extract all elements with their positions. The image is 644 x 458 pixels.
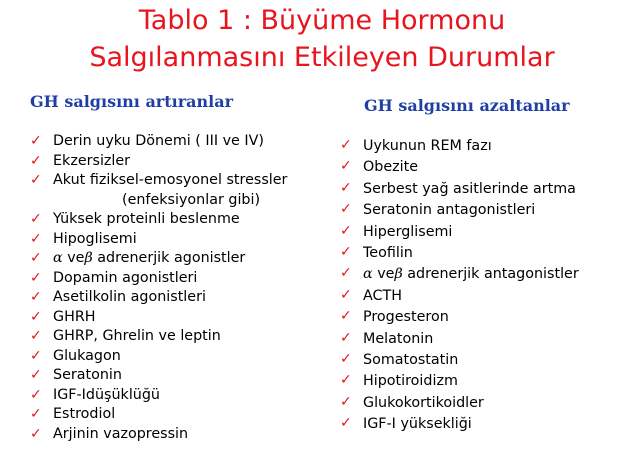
list-item [340,179,579,200]
list-item-label: Uykunun REM fazı [363,138,492,154]
list-item-label: Obezite [363,159,419,176]
checkmark-icon: ✓ [340,243,352,260]
checkmark-icon: ✓ [30,230,42,247]
checkmark-icon: ✓ [30,152,42,169]
list-item-label: ACTH [363,287,402,304]
checkmark-icon: ✓ [30,425,42,442]
list-item-label: Estrodiol [53,406,116,422]
list-item [340,136,579,157]
beta-symbol: β [394,266,403,283]
increasing-factors-list [30,132,287,444]
list-item [340,371,579,392]
checkmark-icon: ✓ [340,158,352,175]
list-item-label: Melatonin [363,330,434,347]
list-item-label: adrenerjik agonistler [97,250,246,266]
list-item-label: Arjinin vazopressin [53,425,189,442]
list-item-label: Akut fiziksel-emosyonel stressler [53,172,288,188]
list-item-label: Hipoglisemi [53,230,137,247]
list-item [340,243,579,264]
checkmark-icon: ✓ [30,386,42,403]
list-item-label: Teofilin [363,244,413,261]
checkmark-icon: ✓ [340,265,352,282]
list-item-label: IGF-I yüksekliği [363,416,472,433]
list-item [30,308,287,328]
list-item-label: ve [67,250,85,266]
title-line-2: Salgılanmasını Etkileyen Durumlar [89,42,555,73]
list-item-label: IGF-Idüşüklüğü [53,386,160,403]
checkmark-icon: ✓ [30,308,42,325]
list-item [30,327,287,347]
decreasing-factors-list [340,136,579,435]
checkmark-icon: ✓ [30,211,42,227]
list-item-label: ve [377,266,395,283]
checkmark-icon: ✓ [340,372,352,389]
list-item-label: Serbest yağ asitlerinde artma [363,180,576,197]
list-item-continuation [30,191,287,211]
checkmark-icon: ✓ [340,286,352,303]
list-item [30,288,287,308]
list-item [30,249,287,269]
list-item [30,405,287,425]
checkmark-icon: ✓ [340,179,352,196]
list-item-label: Glukagon [53,347,121,364]
list-item [340,329,579,350]
checkmark-icon: ✓ [30,347,42,364]
alpha-symbol: α [363,266,373,283]
checkmark-icon: ✓ [340,137,352,153]
right-column-header: GH salgısını azaltanlar [364,96,570,115]
list-item [30,210,287,230]
checkmark-icon: ✓ [340,308,352,325]
list-item [30,132,287,152]
checkmark-icon: ✓ [30,406,42,422]
left-column-header: GH salgısını artıranlar [30,92,234,111]
checkmark-icon: ✓ [30,269,42,286]
list-item-label: Somatostatin [363,351,459,368]
list-item-label: Yüksek proteinli beslenme [53,211,240,227]
list-item [340,350,579,371]
beta-symbol: β [84,250,93,266]
title-line-1: Tablo 1 : Büyüme Hormonu [138,5,506,36]
list-item [340,286,579,307]
list-item-label: GHRH [53,308,96,325]
list-item [340,157,579,178]
alpha-symbol: α [53,250,63,266]
list-item [30,347,287,367]
list-item-label: Dopamin agonistleri [53,269,198,286]
list-item-label: Derin uyku Dönemi ( III ve IV) [53,133,264,149]
list-item-label: GHRP, Ghrelin ve leptin [53,328,221,344]
list-item-label: Progesteron [363,309,449,326]
list-item [30,366,287,386]
list-item-label: Glukokortikoidler [363,394,484,411]
list-item [30,230,287,250]
checkmark-icon: ✓ [30,250,42,266]
checkmark-icon: ✓ [340,415,352,432]
list-item [340,222,579,243]
list-item [340,264,579,285]
checkmark-icon: ✓ [30,367,42,383]
checkmark-icon: ✓ [340,350,352,367]
list-item-label: Ekzersizler [53,152,131,169]
list-item [30,386,287,406]
checkmark-icon: ✓ [340,393,352,410]
checkmark-icon: ✓ [30,133,42,149]
list-item [30,425,287,445]
list-item [340,200,579,221]
list-item-label: Hipotiroidizm [363,373,458,390]
list-item-label: Asetilkolin agonistleri [53,289,206,305]
list-item [340,307,579,328]
list-item [30,171,287,191]
list-item [30,269,287,289]
checkmark-icon: ✓ [30,328,42,344]
list-item [340,393,579,414]
list-item-label: Seratonin [53,367,122,383]
list-item-label: Seratonin antagonistleri [363,202,536,219]
list-item-label: adrenerjik antagonistler [407,266,579,283]
list-item [340,414,579,435]
checkmark-icon: ✓ [30,172,42,188]
checkmark-icon: ✓ [30,289,42,305]
checkmark-icon: ✓ [340,201,352,218]
checkmark-icon: ✓ [340,329,352,346]
list-item-label: Hiperglisemi [363,223,453,240]
list-item [30,152,287,172]
list-item-label: (enfeksiyonlar gibi) [122,191,261,208]
checkmark-icon: ✓ [340,222,352,239]
